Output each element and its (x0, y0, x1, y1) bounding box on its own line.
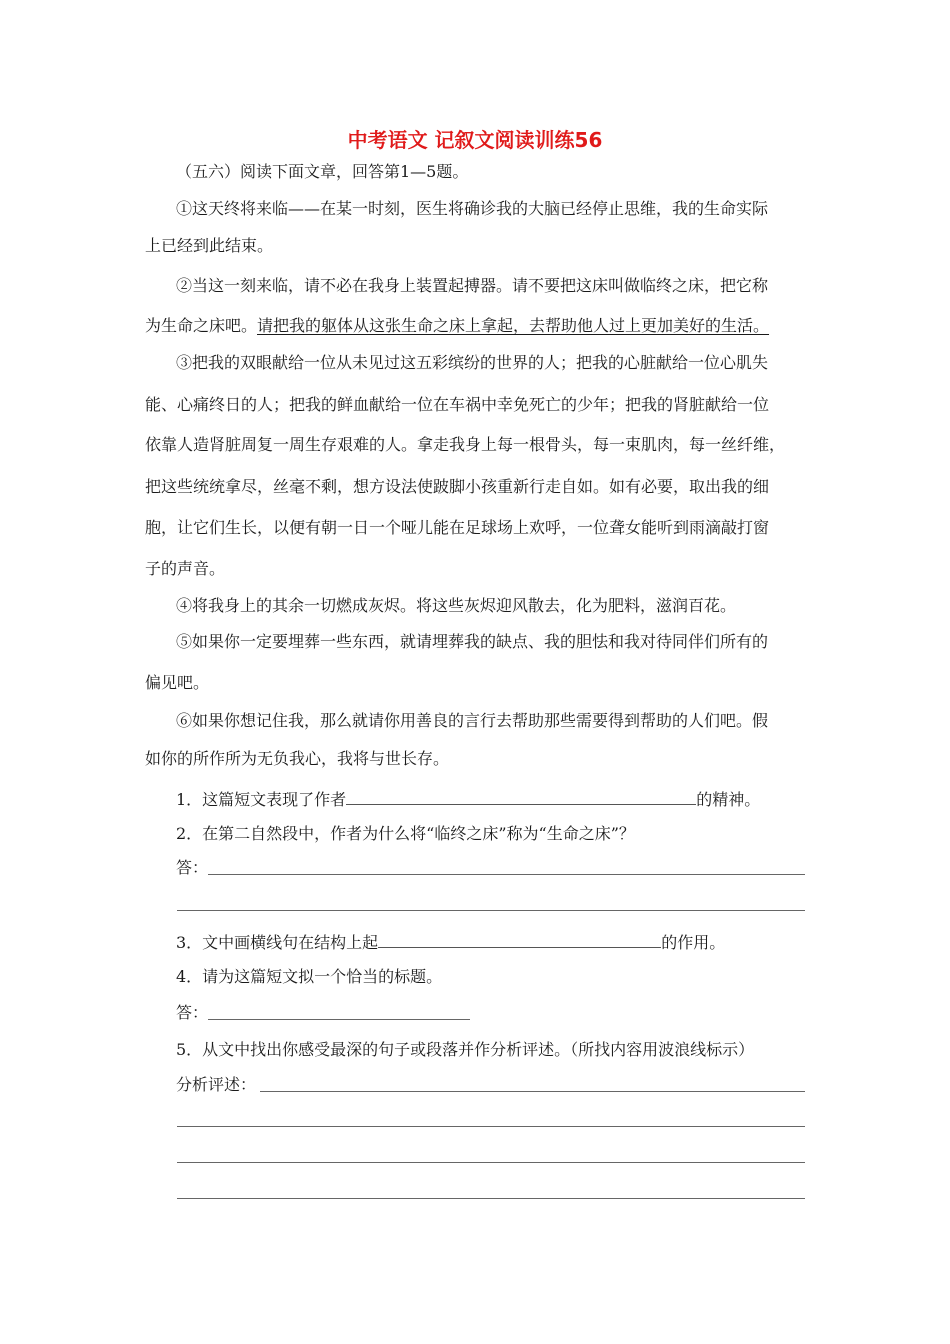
question-5-answer-line-2[interactable] (177, 1126, 805, 1127)
paragraph-3-line-2: 能、心痛终日的人；把我的鲜血献给一位在车祸中幸免死亡的少年；把我的肾脏献给一位 (145, 395, 770, 414)
section-intro: （五六）阅读下面文章，回答第1—5题。 (176, 162, 469, 181)
question-2-answer-line-2[interactable] (177, 910, 805, 911)
paragraph-6-line-2: 如你的所作所为无负我心，我将与世长存。 (145, 749, 450, 768)
paragraph-2-line-2 (145, 316, 769, 336)
question-1-suffix: 的精神。 (696, 790, 761, 809)
paragraph-3-line-3: 依靠人造肾脏周复一周生存艰难的人。拿走我身上每一根骨头，每一束肌肉，每一丝纤维， (145, 435, 786, 454)
paragraph-3-line-1: ③把我的双眼献给一位从未见过这五彩缤纷的世界的人；把我的心脏献给一位心肌失 (176, 353, 769, 372)
question-3-answer-blank[interactable] (378, 931, 661, 948)
paragraph-1-line-2: 上已经到此结束。 (145, 236, 274, 255)
question-3-text: 3．文中画横线句在结构上起 (176, 933, 379, 952)
underlined-sentence: 请把我的躯体从这张生命之床上拿起，去帮助他人过上更加美好的生活。 (257, 316, 770, 335)
paragraph-3-line-4: 把这些统统拿尽，丝毫不剩，想方设法使跛脚小孩重新行走自如。如有必要，取出我的细 (145, 477, 770, 496)
paragraph-5-line-1: ⑤如果你一定要埋葬一些东西，就请埋葬我的缺点、我的胆怯和我对待同伴们所有的 (176, 632, 769, 651)
paragraph-2-line-1: ②当这一刻来临，请不必在我身上装置起搏器。请不要把这床叫做临终之床，把它称 (176, 276, 769, 295)
question-1 (176, 788, 760, 810)
question-3 (176, 931, 725, 953)
question-4-answer-label: 答： (176, 1003, 209, 1022)
question-2-answer-line-1[interactable] (208, 874, 805, 875)
question-5-answer-label: 分析评述： (176, 1075, 257, 1094)
question-4-answer-line[interactable] (208, 1019, 470, 1020)
question-1-answer-blank[interactable] (346, 788, 696, 805)
paragraph-4-line-1: ④将我身上的其余一切燃成灰烬。将这些灰烬迎风散去，化为肥料，滋润百花。 (176, 596, 737, 615)
question-1-text: 1．这篇短文表现了作者 (176, 790, 347, 809)
paragraph-3-line-6: 子的声音。 (145, 559, 226, 578)
question-2: 2．在第二自然段中，作者为什么将“临终之床”称为“生命之床”？ (176, 824, 635, 843)
question-5: 5．从文中找出你感受最深的句子或段落并作分析评述。（所找内容用波浪线标示） (176, 1040, 755, 1059)
question-5-answer-line-3[interactable] (177, 1162, 805, 1163)
question-4: 4．请为这篇短文拟一个恰当的标题。 (176, 967, 443, 986)
paragraph-5-line-2: 偏见吧。 (145, 673, 210, 692)
paragraph-1-line-1: ①这天终将来临——在某一时刻，医生将确诊我的大脑已经停止思维，我的生命实际 (176, 199, 769, 218)
question-3-suffix: 的作用。 (661, 933, 726, 952)
page-title: 中考语文 记叙文阅读训练56 (347, 128, 603, 152)
paragraph-2-text: 为生命之床吧。 (145, 316, 258, 335)
paragraph-3-line-5: 胞，让它们生长，以便有朝一日一个哑儿能在足球场上欢呼，一位聋女能听到雨滴敲打窗 (145, 518, 770, 537)
question-2-answer-label: 答： (176, 858, 209, 877)
question-5-answer-line-1[interactable] (260, 1091, 805, 1092)
question-5-answer-line-4[interactable] (177, 1198, 805, 1199)
paragraph-6-line-1: ⑥如果你想记住我，那么就请你用善良的言行去帮助那些需要得到帮助的人们吧。假 (176, 711, 769, 730)
